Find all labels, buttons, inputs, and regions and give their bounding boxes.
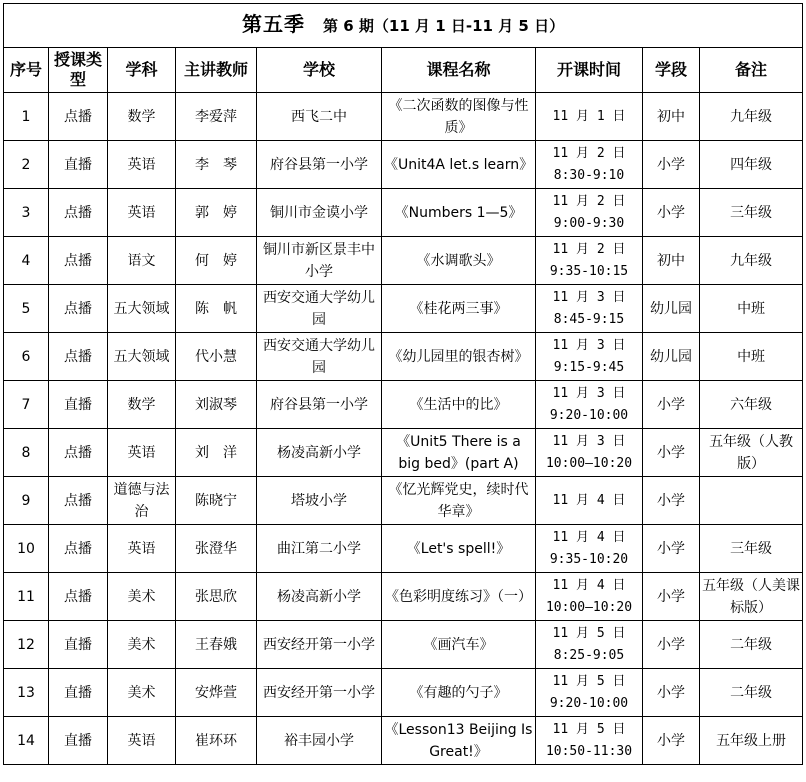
table-row <box>4 477 803 525</box>
cell-note: 五年级上册 <box>700 717 803 765</box>
header-course: 课程名称 <box>382 48 536 93</box>
cell-teacher: 陈晓宁 <box>176 477 257 525</box>
table-row <box>4 93 803 141</box>
cell-school: 西安经开第一小学 <box>257 621 382 669</box>
cell-level: 幼儿园 <box>643 333 700 381</box>
cell-course: 《Numbers 1—5》 <box>382 189 536 237</box>
cell-school: 铜川市新区景丰中小学 <box>257 237 382 285</box>
issue-subtitle: 第 6 期（11 月 1 日-11 月 5 日） <box>323 17 565 35</box>
header-school: 学校 <box>257 48 382 93</box>
cell-time: 11 月 2 日 8:30-9:10 <box>536 141 643 189</box>
header-subject: 学科 <box>108 48 176 93</box>
cell-note <box>700 477 803 525</box>
cell-level: 小学 <box>643 381 700 429</box>
cell-subject: 道德与法治 <box>108 477 176 525</box>
cell-seq: 12 <box>4 621 49 669</box>
cell-time: 11 月 3 日 9:20-10:00 <box>536 381 643 429</box>
table-row <box>4 189 803 237</box>
cell-seq: 8 <box>4 429 49 477</box>
cell-type: 点播 <box>49 93 108 141</box>
cell-note: 五年级（人教版） <box>700 429 803 477</box>
cell-course: 《生活中的比》 <box>382 381 536 429</box>
cell-seq: 13 <box>4 669 49 717</box>
cell-type: 直播 <box>49 381 108 429</box>
cell-seq: 1 <box>4 93 49 141</box>
cell-subject: 五大领域 <box>108 285 176 333</box>
cell-school: 西安交通大学幼儿园 <box>257 333 382 381</box>
table-row <box>4 381 803 429</box>
cell-level: 初中 <box>643 237 700 285</box>
cell-note: 九年级 <box>700 93 803 141</box>
table-row <box>4 237 803 285</box>
cell-school: 杨凌高新小学 <box>257 573 382 621</box>
cell-type: 直播 <box>49 669 108 717</box>
cell-type: 点播 <box>49 285 108 333</box>
cell-subject: 数学 <box>108 93 176 141</box>
cell-course: 《桂花两三事》 <box>382 285 536 333</box>
cell-level: 小学 <box>643 429 700 477</box>
table-row <box>4 333 803 381</box>
header-seq: 序号 <box>4 48 49 93</box>
cell-level: 小学 <box>643 669 700 717</box>
cell-note: 四年级 <box>700 141 803 189</box>
cell-level: 初中 <box>643 93 700 141</box>
table-row <box>4 285 803 333</box>
schedule-table <box>3 3 803 765</box>
cell-subject: 美术 <box>108 621 176 669</box>
cell-note: 中班 <box>700 333 803 381</box>
cell-subject: 英语 <box>108 141 176 189</box>
cell-subject: 数学 <box>108 381 176 429</box>
header-teacher: 主讲教师 <box>176 48 257 93</box>
cell-level: 小学 <box>643 141 700 189</box>
cell-course: 《Let's spell!》 <box>382 525 536 573</box>
cell-time: 11 月 3 日 10:00—10:20 <box>536 429 643 477</box>
cell-subject: 美术 <box>108 669 176 717</box>
cell-time: 11 月 4 日 9:35-10:20 <box>536 525 643 573</box>
table-row <box>4 573 803 621</box>
cell-subject: 美术 <box>108 573 176 621</box>
cell-type: 直播 <box>49 621 108 669</box>
header-level: 学段 <box>643 48 700 93</box>
schedule-document <box>3 3 802 765</box>
header-time: 开课时间 <box>536 48 643 93</box>
table-row <box>4 621 803 669</box>
cell-note: 六年级 <box>700 381 803 429</box>
cell-note: 中班 <box>700 285 803 333</box>
cell-teacher: 崔环环 <box>176 717 257 765</box>
cell-subject: 英语 <box>108 189 176 237</box>
cell-time: 11 月 4 日 10:00—10:20 <box>536 573 643 621</box>
cell-school: 府谷县第一小学 <box>257 141 382 189</box>
cell-type: 点播 <box>49 237 108 285</box>
cell-teacher: 李 琴 <box>176 141 257 189</box>
cell-teacher: 安烨萱 <box>176 669 257 717</box>
cell-time: 11 月 5 日 10:50-11:30 <box>536 717 643 765</box>
cell-teacher: 张思欣 <box>176 573 257 621</box>
cell-seq: 11 <box>4 573 49 621</box>
cell-subject: 五大领域 <box>108 333 176 381</box>
cell-subject: 英语 <box>108 429 176 477</box>
cell-teacher: 刘 洋 <box>176 429 257 477</box>
cell-seq: 7 <box>4 381 49 429</box>
cell-teacher: 张澄华 <box>176 525 257 573</box>
cell-seq: 5 <box>4 285 49 333</box>
cell-level: 小学 <box>643 189 700 237</box>
cell-level: 小学 <box>643 477 700 525</box>
cell-level: 小学 <box>643 621 700 669</box>
cell-time: 11 月 1 日 <box>536 93 643 141</box>
cell-school: 塔坡小学 <box>257 477 382 525</box>
cell-note: 九年级 <box>700 237 803 285</box>
cell-type: 点播 <box>49 333 108 381</box>
cell-school: 裕丰园小学 <box>257 717 382 765</box>
cell-course: 《画汽车》 <box>382 621 536 669</box>
cell-school: 曲江第二小学 <box>257 525 382 573</box>
cell-type: 点播 <box>49 573 108 621</box>
cell-level: 幼儿园 <box>643 285 700 333</box>
cell-note: 二年级 <box>700 669 803 717</box>
cell-time: 11 月 2 日 9:35-10:15 <box>536 237 643 285</box>
season-title: 第五季 <box>242 12 306 36</box>
cell-seq: 2 <box>4 141 49 189</box>
header-type: 授课类型 <box>49 48 108 93</box>
cell-time: 11 月 2 日 9:00-9:30 <box>536 189 643 237</box>
table-body <box>4 93 803 765</box>
cell-note: 三年级 <box>700 189 803 237</box>
cell-note: 五年级（人美课标版） <box>700 573 803 621</box>
cell-seq: 10 <box>4 525 49 573</box>
cell-teacher: 郭 婷 <box>176 189 257 237</box>
cell-teacher: 王春娥 <box>176 621 257 669</box>
cell-subject: 语文 <box>108 237 176 285</box>
cell-seq: 6 <box>4 333 49 381</box>
table-row <box>4 429 803 477</box>
table-row <box>4 525 803 573</box>
header-note: 备注 <box>700 48 803 93</box>
cell-teacher: 代小慧 <box>176 333 257 381</box>
table-row <box>4 669 803 717</box>
cell-type: 点播 <box>49 429 108 477</box>
cell-course: 《色彩明度练习》（一） <box>382 573 536 621</box>
header-row <box>4 48 803 93</box>
cell-seq: 9 <box>4 477 49 525</box>
cell-subject: 英语 <box>108 717 176 765</box>
cell-level: 小学 <box>643 717 700 765</box>
cell-teacher: 刘淑琴 <box>176 381 257 429</box>
cell-type: 点播 <box>49 189 108 237</box>
cell-type: 点播 <box>49 525 108 573</box>
cell-school: 西安交通大学幼儿园 <box>257 285 382 333</box>
cell-teacher: 陈 帆 <box>176 285 257 333</box>
table-row <box>4 141 803 189</box>
cell-teacher: 何 婷 <box>176 237 257 285</box>
cell-seq: 14 <box>4 717 49 765</box>
cell-teacher: 李爱萍 <box>176 93 257 141</box>
cell-time: 11 月 4 日 <box>536 477 643 525</box>
cell-seq: 3 <box>4 189 49 237</box>
cell-time: 11 月 3 日 8:45-9:15 <box>536 285 643 333</box>
cell-subject: 英语 <box>108 525 176 573</box>
cell-seq: 4 <box>4 237 49 285</box>
cell-course: 《幼儿园里的银杏树》 <box>382 333 536 381</box>
cell-school: 西安经开第一小学 <box>257 669 382 717</box>
cell-school: 府谷县第一小学 <box>257 381 382 429</box>
cell-level: 小学 <box>643 525 700 573</box>
table-title <box>4 4 803 48</box>
cell-note: 三年级 <box>700 525 803 573</box>
cell-time: 11 月 5 日 8:25-9:05 <box>536 621 643 669</box>
cell-course: 《Unit4A let.s learn》 <box>382 141 536 189</box>
cell-time: 11 月 3 日 9:15-9:45 <box>536 333 643 381</box>
cell-course: 《有趣的勺子》 <box>382 669 536 717</box>
cell-course: 《二次函数的图像与性质》 <box>382 93 536 141</box>
cell-time: 11 月 5 日 9:20-10:00 <box>536 669 643 717</box>
cell-course: 《Unit5 There is a big bed》(part A) <box>382 429 536 477</box>
cell-course: 《Lesson13 Beijing Is Great!》 <box>382 717 536 765</box>
cell-level: 小学 <box>643 573 700 621</box>
cell-course: 《忆光辉党史，续时代华章》 <box>382 477 536 525</box>
cell-course: 《水调歌头》 <box>382 237 536 285</box>
cell-school: 西飞二中 <box>257 93 382 141</box>
cell-type: 直播 <box>49 717 108 765</box>
cell-type: 点播 <box>49 477 108 525</box>
cell-school: 杨凌高新小学 <box>257 429 382 477</box>
cell-school: 铜川市金谟小学 <box>257 189 382 237</box>
cell-type: 直播 <box>49 141 108 189</box>
title-row <box>4 4 803 48</box>
table-row <box>4 717 803 765</box>
cell-note: 二年级 <box>700 621 803 669</box>
